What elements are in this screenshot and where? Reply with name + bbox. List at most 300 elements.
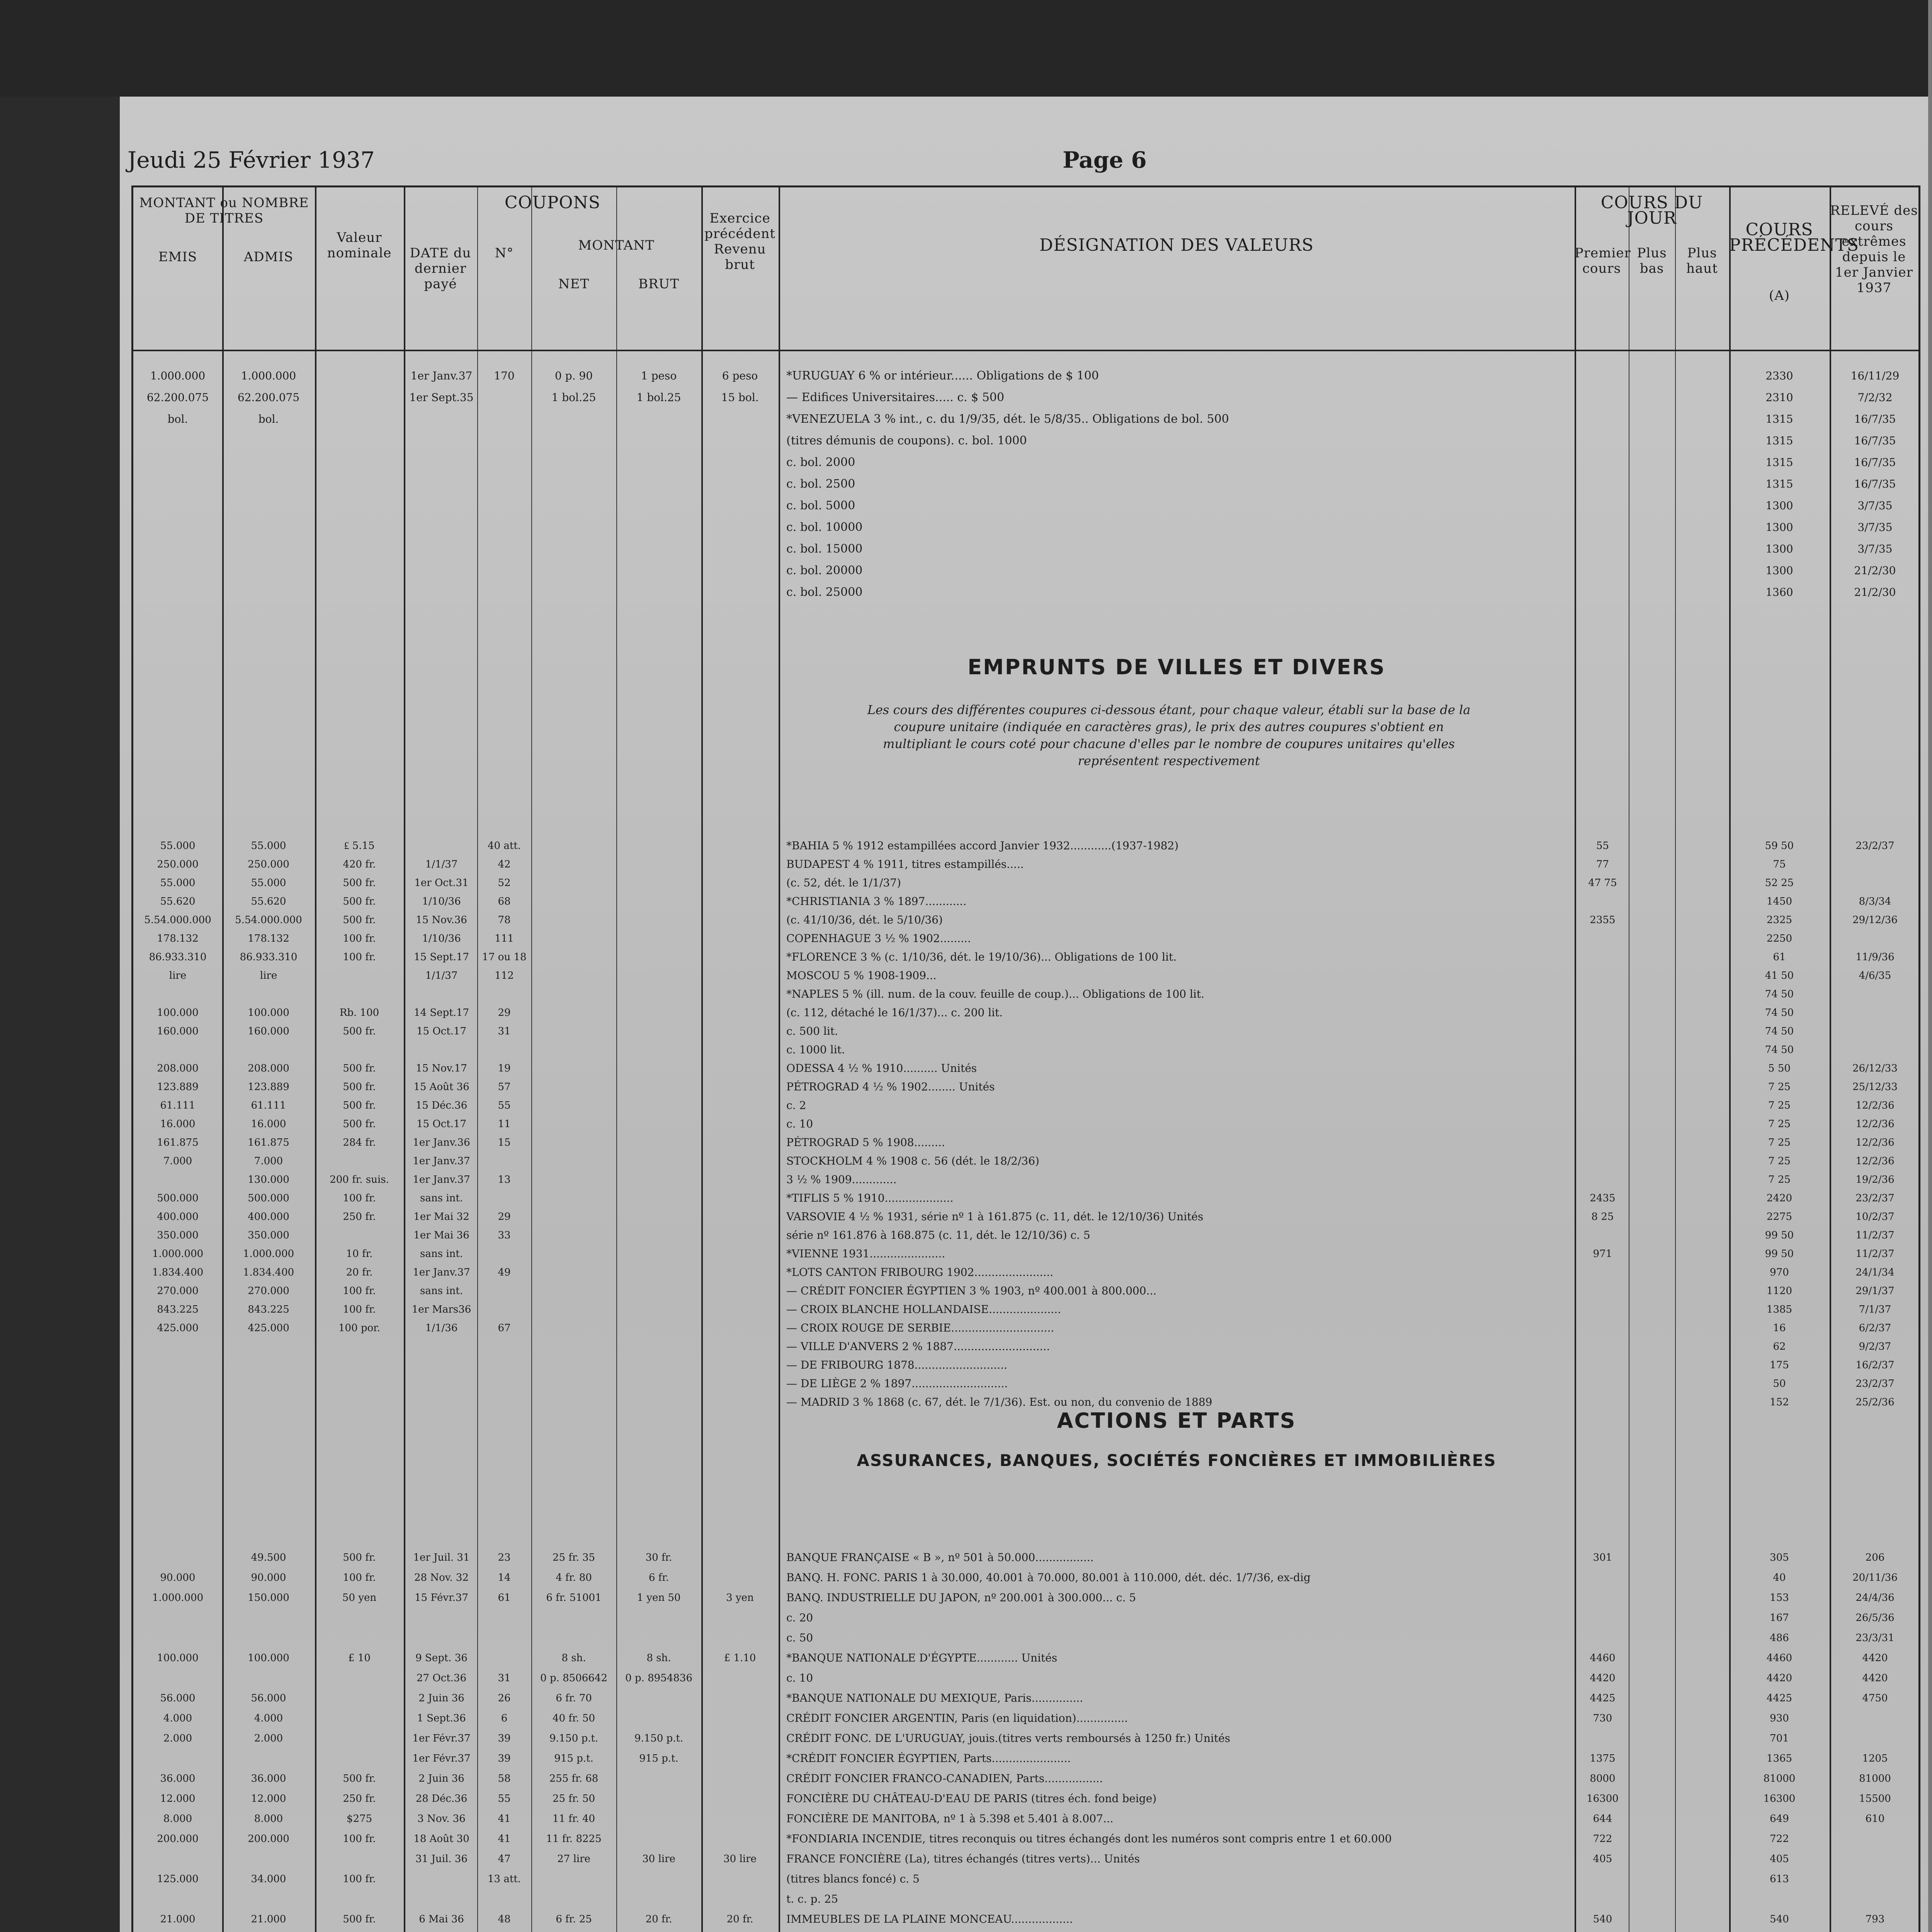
col-cours-precedent: 1385 <box>1766 1304 1793 1315</box>
col-emis: 7.000 <box>163 1155 192 1167</box>
col-cours-precedent: 81000 <box>1763 1773 1796 1784</box>
col-valeur: 20 fr. <box>346 1267 373 1278</box>
col-admis: 7.000 <box>254 1155 283 1167</box>
col-cours-precedent: 2330 <box>1765 369 1793 382</box>
col-numero <box>479 1929 529 1932</box>
col-exercice: 15 bol. <box>721 391 759 404</box>
col-date: 1/10/36 <box>422 933 461 944</box>
col-designation: FONCIÈRE DE MANITOBA, nº 1 à 5.398 et 5.401 à 8.007... <box>786 1812 1114 1825</box>
col-admis: 208.000 <box>248 1063 289 1074</box>
col-cours-precedent: 613 <box>1770 1873 1789 1885</box>
table-row <box>133 1393 1918 1412</box>
col-date: 15 Sept.17 <box>414 951 469 963</box>
col-net: 0 p. 90 <box>554 369 593 382</box>
col-emis: 86.933.310 <box>149 951 207 963</box>
col-admis: 150.000 <box>248 1592 289 1604</box>
col-numero: 67 <box>498 1322 511 1334</box>
col-date <box>408 1929 475 1932</box>
col-date: 1 Sept.36 <box>417 1713 466 1724</box>
col-designation: — CROIX BLANCHE HOLLANDAISE..................... <box>786 1303 1061 1316</box>
col-releve: 16/7/35 <box>1854 456 1896 469</box>
col-admis: 400.000 <box>248 1211 289 1223</box>
col-net: 915 p.t. <box>554 1753 594 1764</box>
col-date: 9 Sept. 36 <box>415 1652 468 1664</box>
table-row <box>133 1152 1918 1170</box>
col-numero: 61 <box>498 1592 511 1604</box>
col-date: 18 Août 30 <box>413 1833 469 1845</box>
col-admis: 62.200.075 <box>237 391 300 404</box>
col-designation: c. 50 <box>786 1631 813 1644</box>
col-emis: 12.000 <box>160 1793 196 1804</box>
col-releve: 16/7/35 <box>1854 434 1896 447</box>
col-date: 15 Nov.17 <box>416 1063 467 1074</box>
col-emis: 1.000.000 <box>150 369 206 382</box>
table-row <box>133 892 1918 911</box>
col-date: 1er Janv.37 <box>413 1174 470 1185</box>
col-admis: 100.000 <box>248 1007 289 1019</box>
col-premier-cours: 55 <box>1596 840 1609 852</box>
section-emprunts: EMPRUNTS DE VILLES ET DIVERS <box>968 655 1386 679</box>
col-net: 255 fr. 68 <box>549 1773 599 1784</box>
col-cours-precedent: 7 25 <box>1768 1100 1791 1111</box>
col-cours-precedent: 405 <box>1770 1853 1789 1865</box>
col-releve: 3/7/35 <box>1857 521 1893 534</box>
header-emis: EMIS <box>158 249 197 265</box>
col-cours-precedent: 99 50 <box>1765 1230 1794 1241</box>
newspaper-page <box>120 97 1928 1932</box>
header-brut: BRUT <box>638 276 679 292</box>
col-cours-precedent: 2310 <box>1765 391 1793 404</box>
col-cours-precedent: 61 <box>1773 951 1786 963</box>
col-date: 15 Déc.36 <box>415 1100 468 1111</box>
table-row <box>133 1588 1918 1608</box>
col-valeur: 50 yen <box>342 1592 377 1604</box>
col-premier-cours: 4425 <box>1590 1692 1616 1704</box>
col-releve: 610 <box>1865 1813 1885 1825</box>
col-date: 1er Mai 36 <box>413 1230 469 1241</box>
table-row <box>133 1708 1918 1728</box>
table-row <box>133 948 1918 966</box>
col-releve: 11/9/36 <box>1855 951 1895 963</box>
col-designation: CRÉDIT FONCIER ARGENTIN, Paris (en liquidation)............... <box>786 1712 1128 1725</box>
col-valeur: 100 fr. <box>343 1192 376 1204</box>
col-exercice: £ 1.10 <box>724 1652 756 1664</box>
col-numero: 42 <box>498 859 511 870</box>
col-designation <box>786 1929 1571 1932</box>
col-releve: 23/2/37 <box>1855 840 1895 852</box>
table-row <box>133 365 1918 387</box>
col-releve: 16/11/29 <box>1850 369 1900 382</box>
header-premier-cours: Premier cours <box>1575 245 1631 276</box>
col-cours-precedent: 40 <box>1773 1572 1786 1583</box>
col-cours-precedent: 7 25 <box>1768 1081 1791 1093</box>
col-cours-precedent: 1315 <box>1765 478 1793 490</box>
col-brut: 30 lire <box>642 1853 675 1865</box>
col-valeur: 500 fr. <box>343 1773 376 1784</box>
col-cours-precedent <box>1733 1929 1826 1932</box>
header-admis: ADMIS <box>243 249 294 265</box>
col-cours-precedent: 4420 <box>1766 1672 1793 1684</box>
col-valeur: 500 fr. <box>343 877 376 889</box>
table-row <box>133 1096 1918 1115</box>
col-designation: série nº 161.876 à 168.875 (c. 11, dét. le 12/10/36) c. 5 <box>786 1229 1090 1242</box>
col-releve: 29/1/37 <box>1855 1285 1895 1297</box>
col-designation: c. bol. 2000 <box>786 456 855 469</box>
header-montant-coupon: MONTANT <box>578 238 655 253</box>
col-admis: 123.889 <box>248 1081 289 1093</box>
table-row <box>133 1568 1918 1588</box>
col-emis: 161.875 <box>157 1137 199 1148</box>
col-admis: 130.000 <box>248 1174 289 1185</box>
col-numero: 39 <box>498 1733 511 1744</box>
col-premier-cours: 4420 <box>1590 1672 1616 1684</box>
table-row <box>133 1869 1918 1889</box>
col-releve: 793 <box>1865 1913 1885 1925</box>
col-valeur: 500 fr. <box>343 1552 376 1563</box>
table-row <box>133 1245 1918 1263</box>
col-cours-precedent: 1120 <box>1766 1285 1793 1297</box>
col-date: 2 Juin 36 <box>418 1773 464 1784</box>
table-row <box>133 1849 1918 1869</box>
col-emis: 4.000 <box>163 1713 192 1724</box>
col-date: sans int. <box>420 1192 463 1204</box>
table-row <box>133 582 1918 603</box>
table-row <box>133 1337 1918 1356</box>
col-releve: 21/2/30 <box>1854 564 1896 577</box>
col-designation: BANQ. H. FONC. PARIS 1 à 30.000, 40.001 à 70.000, 80.001 à 110.000, dét. déc. 1/7/36, ex-dig <box>786 1571 1311 1584</box>
header-plus-bas: Plus bas <box>1637 245 1667 276</box>
col-releve: 23/3/31 <box>1855 1632 1895 1644</box>
col-date: sans int. <box>420 1285 463 1297</box>
table-row <box>133 1748 1918 1769</box>
col-releve: 11/2/37 <box>1855 1248 1895 1260</box>
col-valeur: 100 fr. <box>343 951 376 963</box>
col-net: 40 fr. 50 <box>552 1713 595 1724</box>
running-head <box>120 147 1928 178</box>
col-designation: — CROIX ROUGE DE SERBIE.............................. <box>786 1321 1054 1334</box>
col-cours-precedent: 4460 <box>1766 1652 1793 1664</box>
col-admis: 161.875 <box>248 1137 289 1148</box>
col-valeur: 250 fr. <box>343 1793 376 1804</box>
col-releve: 19/2/36 <box>1855 1174 1895 1185</box>
col-cours-precedent: 153 <box>1770 1592 1789 1604</box>
col-net: 6 fr. 70 <box>556 1692 592 1704</box>
col-net: 6 fr. 51001 <box>546 1592 602 1604</box>
col-cours-precedent: 41 50 <box>1765 970 1794 981</box>
col-releve: 12/2/36 <box>1855 1100 1895 1111</box>
col-date: 15 Oct.17 <box>416 1118 467 1130</box>
col-numero: 58 <box>498 1773 511 1784</box>
col-releve: 7/1/37 <box>1859 1304 1891 1315</box>
table-row <box>133 1319 1918 1337</box>
table-row <box>133 929 1918 948</box>
col-premier-cours: 47 75 <box>1588 877 1617 889</box>
col-numero: 52 <box>498 877 511 889</box>
col-releve: 23/2/37 <box>1855 1192 1895 1204</box>
col-net: 25 fr. 50 <box>552 1793 595 1804</box>
col-premier-cours: 722 <box>1593 1833 1612 1845</box>
col-admis: 8.000 <box>254 1813 283 1825</box>
table-row <box>133 1022 1918 1041</box>
col-date: sans int. <box>420 1248 463 1260</box>
col-admis: 4.000 <box>254 1713 283 1724</box>
emprunts-note: Les cours des différentes coupures ci-dessous étant, pour chaque valeur, établi sur la base de la coupure unitaire (indiquée en caractères gras), le prix des autres coupures s'obtient en multipliant le cours coté pour chacune d'elles par le nombre de coupures unitaires qu'elles représentent respectivement <box>867 702 1471 768</box>
table-row <box>133 1889 1918 1909</box>
col-premier-cours: 301 <box>1593 1552 1612 1563</box>
col-designation: IMMEUBLES DE LA PLAINE MONCEAU.................. <box>786 1913 1073 1925</box>
col-valeur: 250 fr. <box>343 1211 376 1223</box>
col-designation: *NAPLES 5 % (ill. num. de la couv. feuille de coup.)... Obligations de 100 lit. <box>786 988 1204 1000</box>
section-actions: ACTIONS ET PARTS <box>1057 1408 1296 1433</box>
col-designation: *CRÉDIT FONCIER ÉGYPTIEN, Parts....................... <box>786 1752 1071 1765</box>
header-designation: DÉSIGNATION DES VALEURS <box>1039 235 1314 255</box>
col-cours-precedent: 1315 <box>1765 413 1793 425</box>
col-cours-precedent: 16 <box>1773 1322 1786 1334</box>
col-designation: c. 2 <box>786 1099 806 1112</box>
col-numero: 112 <box>495 970 514 981</box>
col-emis: 55.620 <box>160 896 196 907</box>
col-releve: 3/7/35 <box>1857 499 1893 512</box>
col-numero: 17 ou 18 <box>482 951 527 963</box>
col-exercice: 3 yen <box>726 1592 754 1604</box>
col-date: 1er Janv.36 <box>413 1137 470 1148</box>
col-premier-cours: 971 <box>1593 1248 1612 1260</box>
scan-border-right <box>1928 0 1932 1932</box>
col-numero: 41 <box>498 1833 511 1845</box>
col-valeur: 100 por. <box>338 1322 381 1334</box>
table-row <box>133 1608 1918 1628</box>
col-emis: 123.889 <box>157 1081 199 1093</box>
col-releve: 12/2/36 <box>1855 1137 1895 1148</box>
col-date: 1er Févr.37 <box>412 1733 471 1744</box>
col-emis: 56.000 <box>160 1692 196 1704</box>
col-releve: 10/2/37 <box>1855 1211 1895 1223</box>
col-emis: 200.000 <box>157 1833 199 1845</box>
col-numero: 13 att. <box>487 1873 521 1885</box>
col-cours-precedent: 75 <box>1773 859 1786 870</box>
table-row <box>133 1809 1918 1829</box>
col-premier-cours: 16300 <box>1587 1793 1619 1804</box>
col-designation: STOCKHOLM 4 % 1908 c. 56 (dét. le 18/2/36) <box>786 1155 1039 1167</box>
col-numero: 48 <box>498 1913 511 1925</box>
table-row <box>133 966 1918 985</box>
header-cours-precedents: COURS PRÉCÉDENTS <box>1729 220 1859 255</box>
col-valeur: 500 fr. <box>343 1026 376 1037</box>
col-premier-cours: 2435 <box>1590 1192 1616 1204</box>
col-net: 0 p. 8506642 <box>540 1672 607 1684</box>
col-cours-precedent: 50 <box>1773 1378 1786 1389</box>
col-numero: 13 <box>498 1174 511 1185</box>
col-brut: 30 fr. <box>645 1552 672 1563</box>
col-date: 28 Nov. 32 <box>414 1572 469 1583</box>
col-premier-cours: 405 <box>1593 1853 1612 1865</box>
col-date: 3 Nov. 36 <box>417 1813 466 1825</box>
col-releve: 81000 <box>1859 1773 1891 1784</box>
header-valeur-nominale: Valeur nominale <box>327 230 392 261</box>
col-designation: BUDAPEST 4 % 1911, titres estampillés..... <box>786 858 1024 871</box>
header-precedents-a: (A) <box>1769 288 1790 303</box>
col-releve: 26/5/36 <box>1855 1612 1895 1624</box>
col-designation: *BAHIA 5 % 1912 estampillées accord Janvier 1932............(1937-1982) <box>786 839 1179 852</box>
col-releve: 6/2/37 <box>1859 1322 1891 1334</box>
col-numero: 57 <box>498 1081 511 1093</box>
col-cours-precedent: 1300 <box>1765 521 1793 534</box>
col-cours-precedent: 1315 <box>1765 456 1793 469</box>
col-cours-precedent: 1300 <box>1765 543 1793 555</box>
col-cours-precedent: 152 <box>1770 1396 1789 1408</box>
issue-date: Jeudi 25 Février 1937 <box>128 147 375 173</box>
col-cours-precedent: 74 50 <box>1765 1026 1794 1037</box>
table-row <box>133 1648 1918 1668</box>
col-emis: 8.000 <box>163 1813 192 1825</box>
table-row <box>133 1059 1918 1078</box>
col-net: 9.150 p.t. <box>549 1733 599 1744</box>
col-date: 28 Déc.36 <box>415 1793 468 1804</box>
table-row <box>133 911 1918 929</box>
header-numero: N° <box>495 245 514 261</box>
col-emis: 100.000 <box>157 1652 199 1664</box>
col-emis: 2.000 <box>163 1733 192 1744</box>
col-valeur: 500 fr. <box>343 1118 376 1130</box>
col-designation: BANQUE FRANÇAISE « B », nº 501 à 50.000................. <box>786 1551 1094 1564</box>
col-admis: 56.000 <box>251 1692 286 1704</box>
col-numero: 31 <box>498 1026 511 1037</box>
col-cours-precedent: 930 <box>1770 1713 1789 1724</box>
table-row <box>133 1189 1918 1208</box>
col-premier-cours: 77 <box>1596 859 1609 870</box>
col-admis: 34.000 <box>251 1873 286 1885</box>
col-date: 1er Janv.37 <box>413 1267 470 1278</box>
col-designation: — VILLE D'ANVERS 2 % 1887............................ <box>786 1340 1050 1353</box>
col-releve: 23/2/37 <box>1855 1378 1895 1389</box>
col-releve: 8/3/34 <box>1859 896 1891 907</box>
col-date: 1er Oct.31 <box>414 877 469 889</box>
col-cours-precedent: 2275 <box>1766 1211 1793 1223</box>
header-rule <box>133 350 1918 351</box>
col-admis: 1.000.000 <box>243 1248 294 1260</box>
col-releve: 24/4/36 <box>1855 1592 1895 1604</box>
col-date: 1/1/37 <box>425 970 458 981</box>
col-admis: 55.000 <box>251 840 286 852</box>
col-designation: *VENEZUELA 3 % int., c. du 1/9/35, dét. le 5/8/35.. Obligations de bol. 500 <box>786 412 1229 426</box>
col-emis: 62.200.075 <box>146 391 209 404</box>
col-admis: 55.620 <box>251 896 286 907</box>
table-row <box>133 837 1918 855</box>
col-cours-precedent: 2250 <box>1766 933 1793 944</box>
col-valeur: 420 fr. <box>343 859 376 870</box>
table-row <box>133 1133 1918 1152</box>
col-valeur: 500 fr. <box>343 1063 376 1074</box>
col-releve: 16/2/37 <box>1855 1359 1895 1371</box>
col-cours-precedent: 52 25 <box>1765 877 1794 889</box>
col-numero: 29 <box>498 1211 511 1223</box>
col-net: 6 fr. 25 <box>556 1913 592 1925</box>
table-row <box>133 495 1918 517</box>
col-designation: c. bol. 10000 <box>786 520 863 534</box>
col-cours-precedent: 486 <box>1770 1632 1789 1644</box>
col-numero: 26 <box>498 1692 511 1704</box>
col-emis: 1.000.000 <box>152 1248 204 1260</box>
table-row <box>133 1300 1918 1319</box>
col-admis <box>226 1929 311 1932</box>
col-premier-cours: 4460 <box>1590 1652 1616 1664</box>
col-brut: 915 p.t. <box>639 1753 679 1764</box>
col-cours-precedent: 722 <box>1770 1833 1789 1845</box>
col-releve: 21/2/30 <box>1854 586 1896 599</box>
col-net: 11 fr. 40 <box>552 1813 595 1825</box>
col-numero: 14 <box>498 1572 511 1583</box>
table-row <box>133 1728 1918 1748</box>
col-emis: 16.000 <box>160 1118 196 1130</box>
col-releve: 4/6/35 <box>1859 970 1891 981</box>
col-designation: MOSCOU 5 % 1908-1909... <box>786 969 937 982</box>
col-date: 1er Mars36 <box>412 1304 471 1315</box>
col-releve: 16/7/35 <box>1854 478 1896 490</box>
col-brut: 1 bol.25 <box>636 391 681 404</box>
quotation-table <box>131 185 1920 1932</box>
col-designation: 3 ½ % 1909............. <box>786 1173 897 1186</box>
col-releve: 4420 <box>1862 1652 1888 1664</box>
col-designation: — DE LIÈGE 2 % 1897............................ <box>786 1377 1008 1390</box>
table-row <box>133 1909 1918 1929</box>
col-designation: *URUGUAY 6 % or intérieur...... Obligations de $ 100 <box>786 369 1099 383</box>
col-admis: 350.000 <box>248 1230 289 1241</box>
table-row <box>133 1769 1918 1789</box>
col-numero: 23 <box>498 1552 511 1563</box>
col-cours-precedent: 1450 <box>1766 896 1793 907</box>
col-numero: 111 <box>495 933 514 944</box>
col-designation: BANQ. INDUSTRIELLE DU JAPON, nº 200.001 à 300.000... c. 5 <box>786 1591 1136 1604</box>
header-exercice: Exercice précédent Revenu brut <box>704 211 776 272</box>
col-premier-cours: 730 <box>1593 1713 1612 1724</box>
col-date: 1/10/36 <box>422 896 461 907</box>
col-admis: 2.000 <box>254 1733 283 1744</box>
col-admis: 270.000 <box>248 1285 289 1297</box>
col-designation: PÉTROGRAD 4 ½ % 1902........ Unités <box>786 1080 995 1093</box>
col-brut: 20 fr. <box>645 1913 672 1925</box>
col-releve: 3/7/35 <box>1857 543 1893 555</box>
col-designation: *FONDIARIA INCENDIE, titres reconquis ou titres échangés dont les numéros sont compris entre 1 et 60.000 <box>786 1832 1392 1845</box>
col-valeur: Rb. 100 <box>339 1007 379 1019</box>
col-valeur: 100 fr. <box>343 933 376 944</box>
col-premier-cours: 540 <box>1593 1913 1612 1925</box>
table-row <box>133 1688 1918 1708</box>
col-emis: 90.000 <box>160 1572 196 1583</box>
col-date: 14 Sept.17 <box>414 1007 469 1019</box>
col-admis: 500.000 <box>248 1192 289 1204</box>
col-admis: lire <box>260 970 277 981</box>
col-designation: c. 10 <box>786 1117 813 1130</box>
col-numero: 40 att. <box>487 840 521 852</box>
col-numero: 15 <box>498 1137 511 1148</box>
col-releve: 25/12/33 <box>1852 1081 1898 1093</box>
col-cours-precedent: 701 <box>1770 1733 1789 1744</box>
table-row <box>133 1929 1918 1932</box>
col-releve: 16/7/35 <box>1854 413 1896 425</box>
col-designation: *FLORENCE 3 % (c. 1/10/36, dét. le 19/10/36)... Obligations de 100 lit. <box>786 951 1177 963</box>
col-valeur <box>319 1929 400 1932</box>
col-releve: 7/2/32 <box>1857 391 1893 404</box>
col-designation: ODESSA 4 ½ % 1910.......... Unités <box>786 1062 977 1075</box>
col-cours-precedent: 1300 <box>1765 564 1793 577</box>
col-designation: t. c. p. 25 <box>786 1893 838 1905</box>
col-designation: (titres démunis de coupons). c. bol. 1000 <box>786 434 1027 447</box>
col-emis: 21.000 <box>160 1913 196 1925</box>
col-cours-precedent: 2420 <box>1766 1192 1793 1204</box>
col-admis: 160.000 <box>248 1026 289 1037</box>
col-cours-precedent: 5 50 <box>1768 1063 1791 1074</box>
col-emis: 250.000 <box>157 859 199 870</box>
